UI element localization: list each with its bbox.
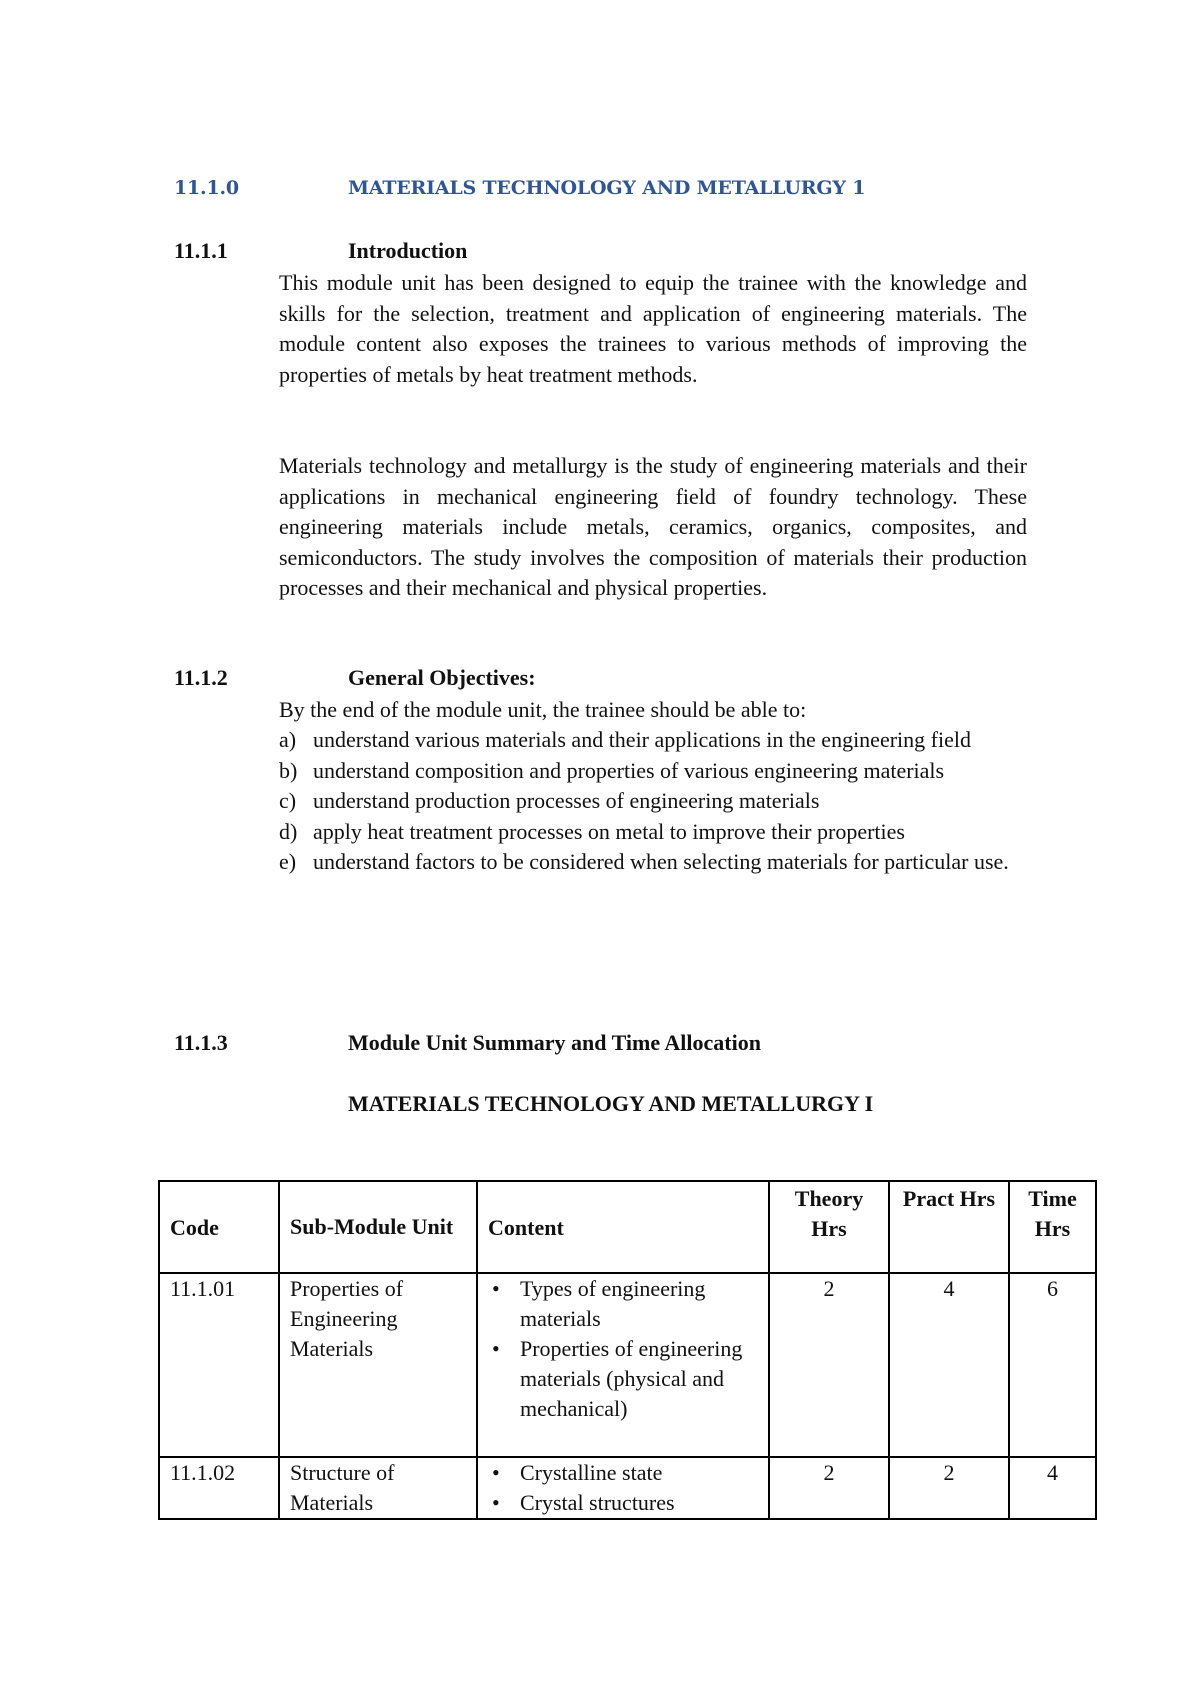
objective-item [279,847,1027,878]
introduction-paragraph-1: This module unit has been designed to equip the trainee with the knowledge and skills for the selection, treatment and application of engineering materials. The module content also exposes the trainees to various methods of improving the properties of metals by heat treatment methods. [279,270,1027,387]
objective-letter: d) [279,818,298,844]
introduction-paragraph-2: Materials technology and metallurgy is the study of engineering materials and their applications in mechanical engineering field of foundry technology. These engineering materials include metals, ceramics, organics, composites, and semiconductors. The study involves the composition of materials their production processes and their mechanical and physical properties. [279,453,1027,600]
cell-content [477,1273,769,1457]
header-time: Time Hrs [1009,1181,1096,1273]
objectives-number: 11.1.2 [174,665,228,690]
objective-text: understand composition and properties of various engineering materials [313,757,945,783]
objective-text: understand factors to be considered when selecting materials for particular use. [313,849,1009,874]
objective-letter: b) [279,757,298,783]
table-row [159,1457,1096,1519]
content-item: • Types of engineering materials [488,1274,758,1334]
cell-time: 4 [1009,1457,1096,1519]
objective-item [279,756,1027,787]
objective-letter: a) [279,727,297,752]
content-list [488,1458,758,1518]
header-content: Content [477,1181,769,1273]
header-sub-module: Sub-Module Unit [279,1181,477,1273]
cell-pract: 2 [889,1457,1009,1519]
cell-content [477,1457,769,1519]
objective-item [279,786,1027,817]
header-pract: Pract Hrs [889,1181,1009,1273]
table-header-row [159,1181,1096,1273]
cell-pract: 4 [889,1273,1009,1457]
cell-theory: 2 [769,1457,889,1519]
content-list [488,1274,758,1424]
unit-title: MATERIALS TECHNOLOGY AND METALLURGY I [348,1091,874,1116]
content-item: • Crystal structures [488,1488,758,1518]
header-code: Code [159,1181,279,1273]
objective-letter: e) [279,849,297,874]
objectives-title: General Objectives: [348,665,536,690]
summary-title: Module Unit Summary and Time Allocation [348,1030,761,1055]
objective-item [279,725,1027,756]
cell-code: 11.1.02 [159,1457,279,1519]
objectives-list [279,725,1027,878]
cell-code: 11.1.01 [159,1273,279,1457]
time-allocation-table [158,1180,1097,1520]
cell-sub-module: Properties of Engineering Materials [279,1273,477,1457]
cell-sub-module: Structure of Materials [279,1457,477,1519]
objectives-lead: By the end of the module unit, the trainee should be able to: [279,697,807,722]
heading-number: 11.1.0 [174,177,239,199]
objective-letter: c) [279,788,297,813]
objective-text: understand production processes of engineering materials [313,788,820,813]
header-theory: Theory Hrs [769,1181,889,1273]
content-item: • Crystalline state [488,1458,758,1488]
introduction-number: 11.1.1 [174,238,228,263]
introduction-title: Introduction [348,238,468,263]
content-item: • Properties of engineering materials (physical and mechanical) [488,1334,758,1424]
cell-theory: 2 [769,1273,889,1457]
objective-item [279,817,1027,848]
heading-title: MATERIALS TECHNOLOGY AND METALLURGY 1 [348,177,866,199]
cell-time: 6 [1009,1273,1096,1457]
summary-number: 11.1.3 [174,1030,228,1055]
table-row [159,1273,1096,1457]
objective-text: understand various materials and their applications in the engineering field [313,727,971,752]
objective-text: apply heat treatment processes on metal to improve their properties [313,818,905,844]
